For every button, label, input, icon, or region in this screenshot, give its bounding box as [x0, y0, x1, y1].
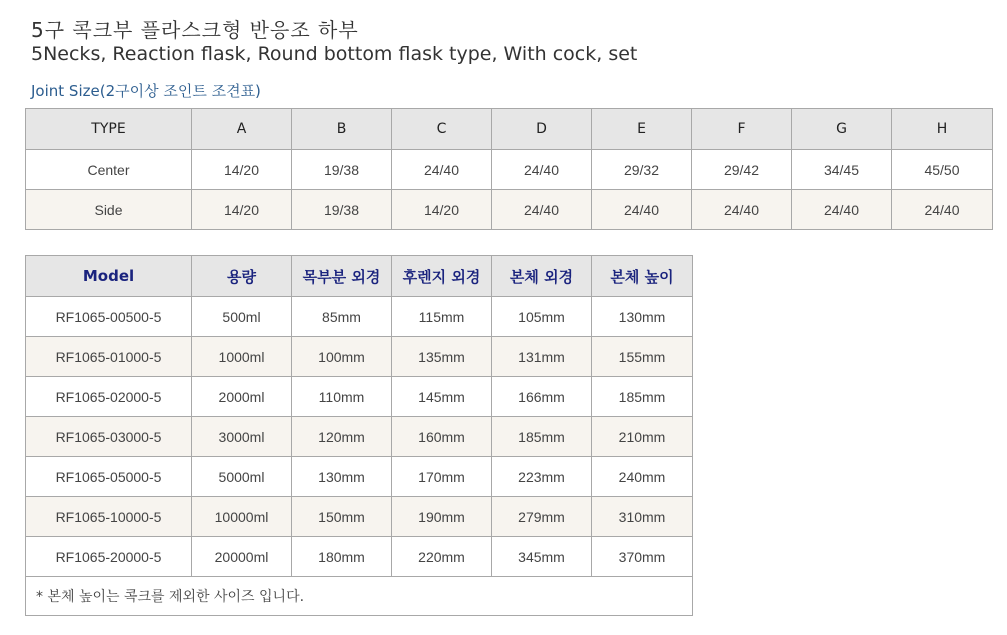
column-header: E	[592, 109, 692, 150]
table-cell: 180mm	[292, 537, 392, 577]
column-header: F	[692, 109, 792, 150]
table-cell: 150mm	[292, 497, 392, 537]
table-cell: 20000ml	[192, 537, 292, 577]
page-title-english: 5Necks, Reaction flask, Round bottom flask type, With cock, set	[31, 43, 638, 65]
table-cell: 1000ml	[192, 337, 292, 377]
table-cell: 45/50	[892, 150, 993, 190]
table-cell: 24/40	[892, 190, 993, 230]
table-cell: 130mm	[292, 457, 392, 497]
table-cell: 155mm	[592, 337, 693, 377]
table-cell: 185mm	[492, 417, 592, 457]
table-cell: 24/40	[492, 190, 592, 230]
table-cell: 105mm	[492, 297, 592, 337]
table-cell: 160mm	[392, 417, 492, 457]
table-cell: 310mm	[592, 497, 693, 537]
table-cell: 24/40	[592, 190, 692, 230]
table-row	[26, 457, 693, 497]
column-header: 본체 높이	[592, 256, 693, 297]
model-cell: RF1065-00500-5	[26, 297, 192, 337]
table-cell: 345mm	[492, 537, 592, 577]
model-spec-table	[25, 255, 693, 616]
table-cell: 19/38	[292, 150, 392, 190]
joint-size-heading: Joint Size(2구이상 조인트 조견표)	[31, 82, 261, 100]
table-cell: 29/32	[592, 150, 692, 190]
table-row	[26, 537, 693, 577]
table-cell: 135mm	[392, 337, 492, 377]
joint-size-table	[25, 108, 993, 230]
table-cell: 115mm	[392, 297, 492, 337]
table-cell: 24/40	[392, 150, 492, 190]
table-cell: 34/45	[792, 150, 892, 190]
table-cell: 100mm	[292, 337, 392, 377]
column-header: B	[292, 109, 392, 150]
table-cell: 170mm	[392, 457, 492, 497]
column-header: G	[792, 109, 892, 150]
column-header: A	[192, 109, 292, 150]
table-footnote: * 본체 높이는 콕크를 제외한 사이즈 입니다.	[26, 577, 693, 616]
model-table-header-row	[26, 256, 693, 297]
joint-table-header-row	[26, 109, 993, 150]
table-cell: 24/40	[692, 190, 792, 230]
table-row	[26, 417, 693, 457]
table-cell: 2000ml	[192, 377, 292, 417]
note-row	[26, 577, 693, 616]
table-cell: 185mm	[592, 377, 693, 417]
model-cell: RF1065-05000-5	[26, 457, 192, 497]
page-title-korean: 5구 콕크부 플라스크형 반응조 하부	[31, 18, 359, 42]
table-cell: 3000ml	[192, 417, 292, 457]
table-cell: 24/40	[792, 190, 892, 230]
column-header: 목부분 외경	[292, 256, 392, 297]
column-header: TYPE	[26, 109, 192, 150]
row-label: Side	[26, 190, 192, 230]
table-cell: 370mm	[592, 537, 693, 577]
model-cell: RF1065-02000-5	[26, 377, 192, 417]
table-cell: 166mm	[492, 377, 592, 417]
table-row	[26, 337, 693, 377]
table-row	[26, 190, 993, 230]
table-row	[26, 297, 693, 337]
table-cell: 85mm	[292, 297, 392, 337]
table-cell: 279mm	[492, 497, 592, 537]
table-cell: 145mm	[392, 377, 492, 417]
table-cell: 500ml	[192, 297, 292, 337]
table-cell: 120mm	[292, 417, 392, 457]
model-cell: RF1065-03000-5	[26, 417, 192, 457]
table-cell: 29/42	[692, 150, 792, 190]
table-cell: 19/38	[292, 190, 392, 230]
column-header: H	[892, 109, 993, 150]
column-header: D	[492, 109, 592, 150]
table-cell: 210mm	[592, 417, 693, 457]
table-cell: 130mm	[592, 297, 693, 337]
table-cell: 131mm	[492, 337, 592, 377]
table-cell: 10000ml	[192, 497, 292, 537]
column-header: 본체 외경	[492, 256, 592, 297]
table-cell: 14/20	[192, 150, 292, 190]
table-cell: 14/20	[192, 190, 292, 230]
column-header: 후렌지 외경	[392, 256, 492, 297]
table-row	[26, 497, 693, 537]
model-cell: RF1065-01000-5	[26, 337, 192, 377]
table-cell: 190mm	[392, 497, 492, 537]
column-header: Model	[26, 256, 192, 297]
table-cell: 24/40	[492, 150, 592, 190]
model-cell: RF1065-20000-5	[26, 537, 192, 577]
table-cell: 110mm	[292, 377, 392, 417]
table-row	[26, 150, 993, 190]
table-row	[26, 377, 693, 417]
table-cell: 14/20	[392, 190, 492, 230]
table-cell: 240mm	[592, 457, 693, 497]
model-cell: RF1065-10000-5	[26, 497, 192, 537]
table-cell: 223mm	[492, 457, 592, 497]
column-header: C	[392, 109, 492, 150]
table-cell: 220mm	[392, 537, 492, 577]
row-label: Center	[26, 150, 192, 190]
table-cell: 5000ml	[192, 457, 292, 497]
column-header: 용량	[192, 256, 292, 297]
